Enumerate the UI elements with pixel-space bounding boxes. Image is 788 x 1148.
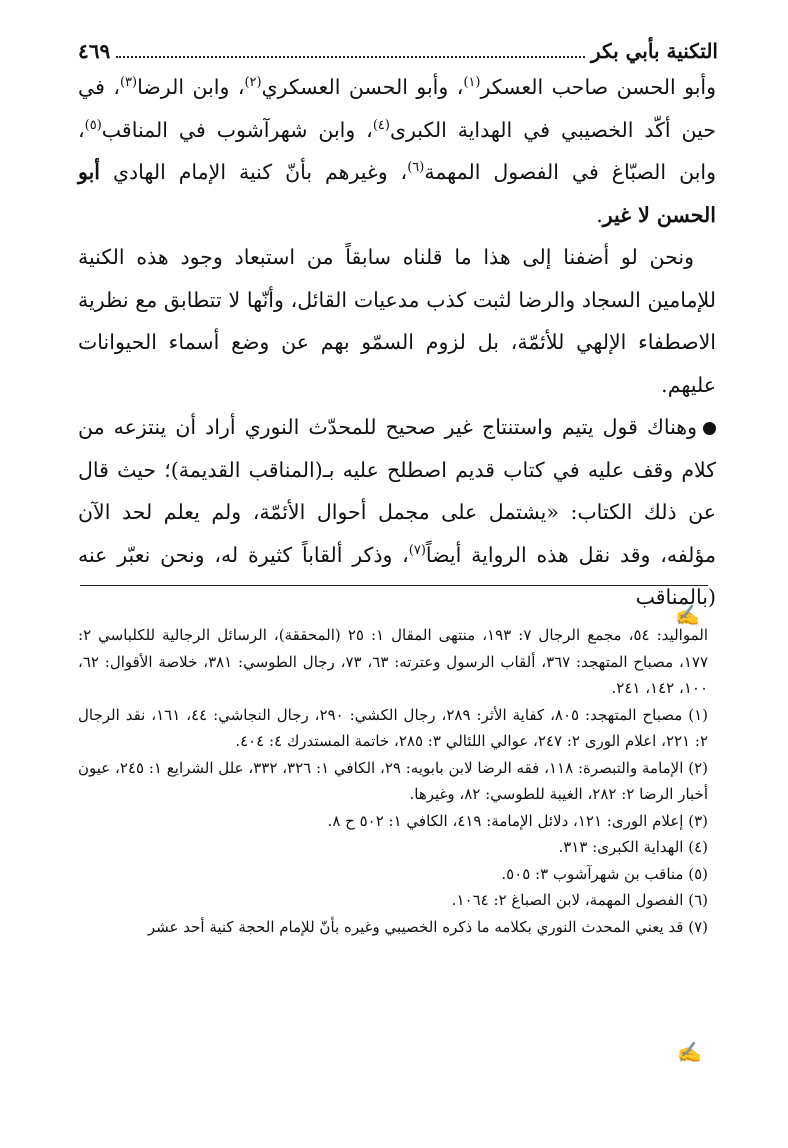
footnote-3: (٣) إعلام الورى: ١٢١، دلائل الإمامة: ٤١٩، الكافي ١: ٥٠٢ ح ٨. <box>327 811 708 830</box>
footnote-divider <box>80 585 708 586</box>
paragraph-2: ونحن لو أضفنا إلى هذا ما قلناه سابقاً من استبعاد وجود هذه الكنية للإمامين السجاد والرضا لثبت كذب مدعيات القائل، وأنّها لا تتطابق مع نظرية الاصطفاء الإلهي للأئمّة، بل لزوم السمّو بهم عن وضع أسماء الحيوانات عليهم. <box>78 245 716 397</box>
footnote-5: (٥) مناقب بن شهرآشوب ٣: ٥٠٥. <box>501 864 708 883</box>
footnote-ref-1: (١) <box>463 75 481 91</box>
paragraph-1: وأبو الحسن صاحب العسكر$^{(١)}$، وأبو الحسن العسكري$^{(٢)}$، وابن الرضا$^{(٣)}$، في حين أكّد الخصيبي في الهداية الكبرى$^{(٤)}$، وابن شهرآشوب في المناقب$^{(٥)}$، وابن الصبّاغ في الفصول المهمة$^{(٦)}$، وغيرهم بأنّ كنية الإمام الهادي أبو الحسن لا غير. <box>78 75 716 227</box>
footnote-ref-3: (٣) <box>119 75 138 91</box>
page-number: ٤٦٩ <box>78 39 111 63</box>
footnote-ref-7: (٧) <box>408 542 426 558</box>
footnote-6: (٦) الفصول المهمة، لابن الصباغ ٢: ١٠٦٤. <box>451 891 708 909</box>
footnote-7: (٧) قد يعني المحدث النوري بكلامه ما ذكره الخصيبي وغيره بأنّ للإمام الحجة كنية أحد عشر <box>147 917 708 936</box>
footnotes <box>78 622 708 940</box>
footnote-ref-4: (٤) <box>372 117 390 133</box>
continues-mark-icon: ✍ <box>677 1040 702 1064</box>
main-text <box>78 66 716 619</box>
header-title: التكنية بأبي بكر <box>591 39 718 63</box>
footnote-1: (١) مصباح المتهجد: ٨٠٥، كفاية الأثر: ٢٨٩، رجال الكشي: ٢٩٠، رجال النجاشي: ٤٤، ١٦١، نقد الرجال ٢: ٢٢١، اعلام الورى ٢: ٢٤٧، عوالي اللئالي ٣: ٢٨٥، خاتمة المستدرك ٤: ٤٠٤. <box>78 705 708 750</box>
footnote-ref-2: (٢) <box>244 75 262 91</box>
paragraph-3: وهناك قول يتيم واستنتاج غير صحيح للمحدّث النوري أراد أن ينتزعه من كلام وقف عليه في كتاب قديم اصطلح عليه بـ(المناقب القديمة)؛ حيث قال عن ذلك الكتاب: «يشتمل على مجمل أحوال الأئمّة، ولم يعلم لحد الآن مؤلفه، وقد نقل هذه الرواية أيضاً$^{(٧)}$، وذكر ألقاباً كثيرة له، ونحن نعبّر عنه (بالمناقب <box>78 415 717 609</box>
footnote-4: (٤) الهداية الكبرى: ٣١٣. <box>558 838 708 856</box>
continuation-mark-icon: ✍ <box>675 603 700 627</box>
footnote-ref-5: (٥) <box>84 117 102 133</box>
running-header <box>78 36 718 66</box>
bold-kunya: أبو الحسن لا غير <box>78 160 716 227</box>
footnote-continuation: المواليد: ٥٤، مجمع الرجال ٧: ١٩٣، منتهى المقال ١: ٢٥ (المحققة)، الرسائل الرجالية للكلباسي ٢: ١٧٧، مصباح المتهجد: ٣٦٧، ألقاب الرسول وعترته: ٦٣، ٧٣، رجال الطوسي: ٣٨١، خلاصة الأقوال: ٦٢، ١٠٠، ١٤٢، ٢٤١. <box>78 626 709 697</box>
footnote-ref-6: (٦) <box>407 160 425 176</box>
footnote-2: (٢) الإمامة والتبصرة: ١١٨، فقه الرضا لابن بابويه: ٢٩، الكافي ١: ٣٢٦، ٣٣٢، علل الشرايع ١: ٢٤٥، عيون أخبار الرضا ٢: ٢٨٢، الغيبة للطوسي: ٨٢، وغيرها. <box>78 758 708 803</box>
bullet-icon <box>703 422 716 435</box>
header-dotted-leader <box>116 56 585 58</box>
